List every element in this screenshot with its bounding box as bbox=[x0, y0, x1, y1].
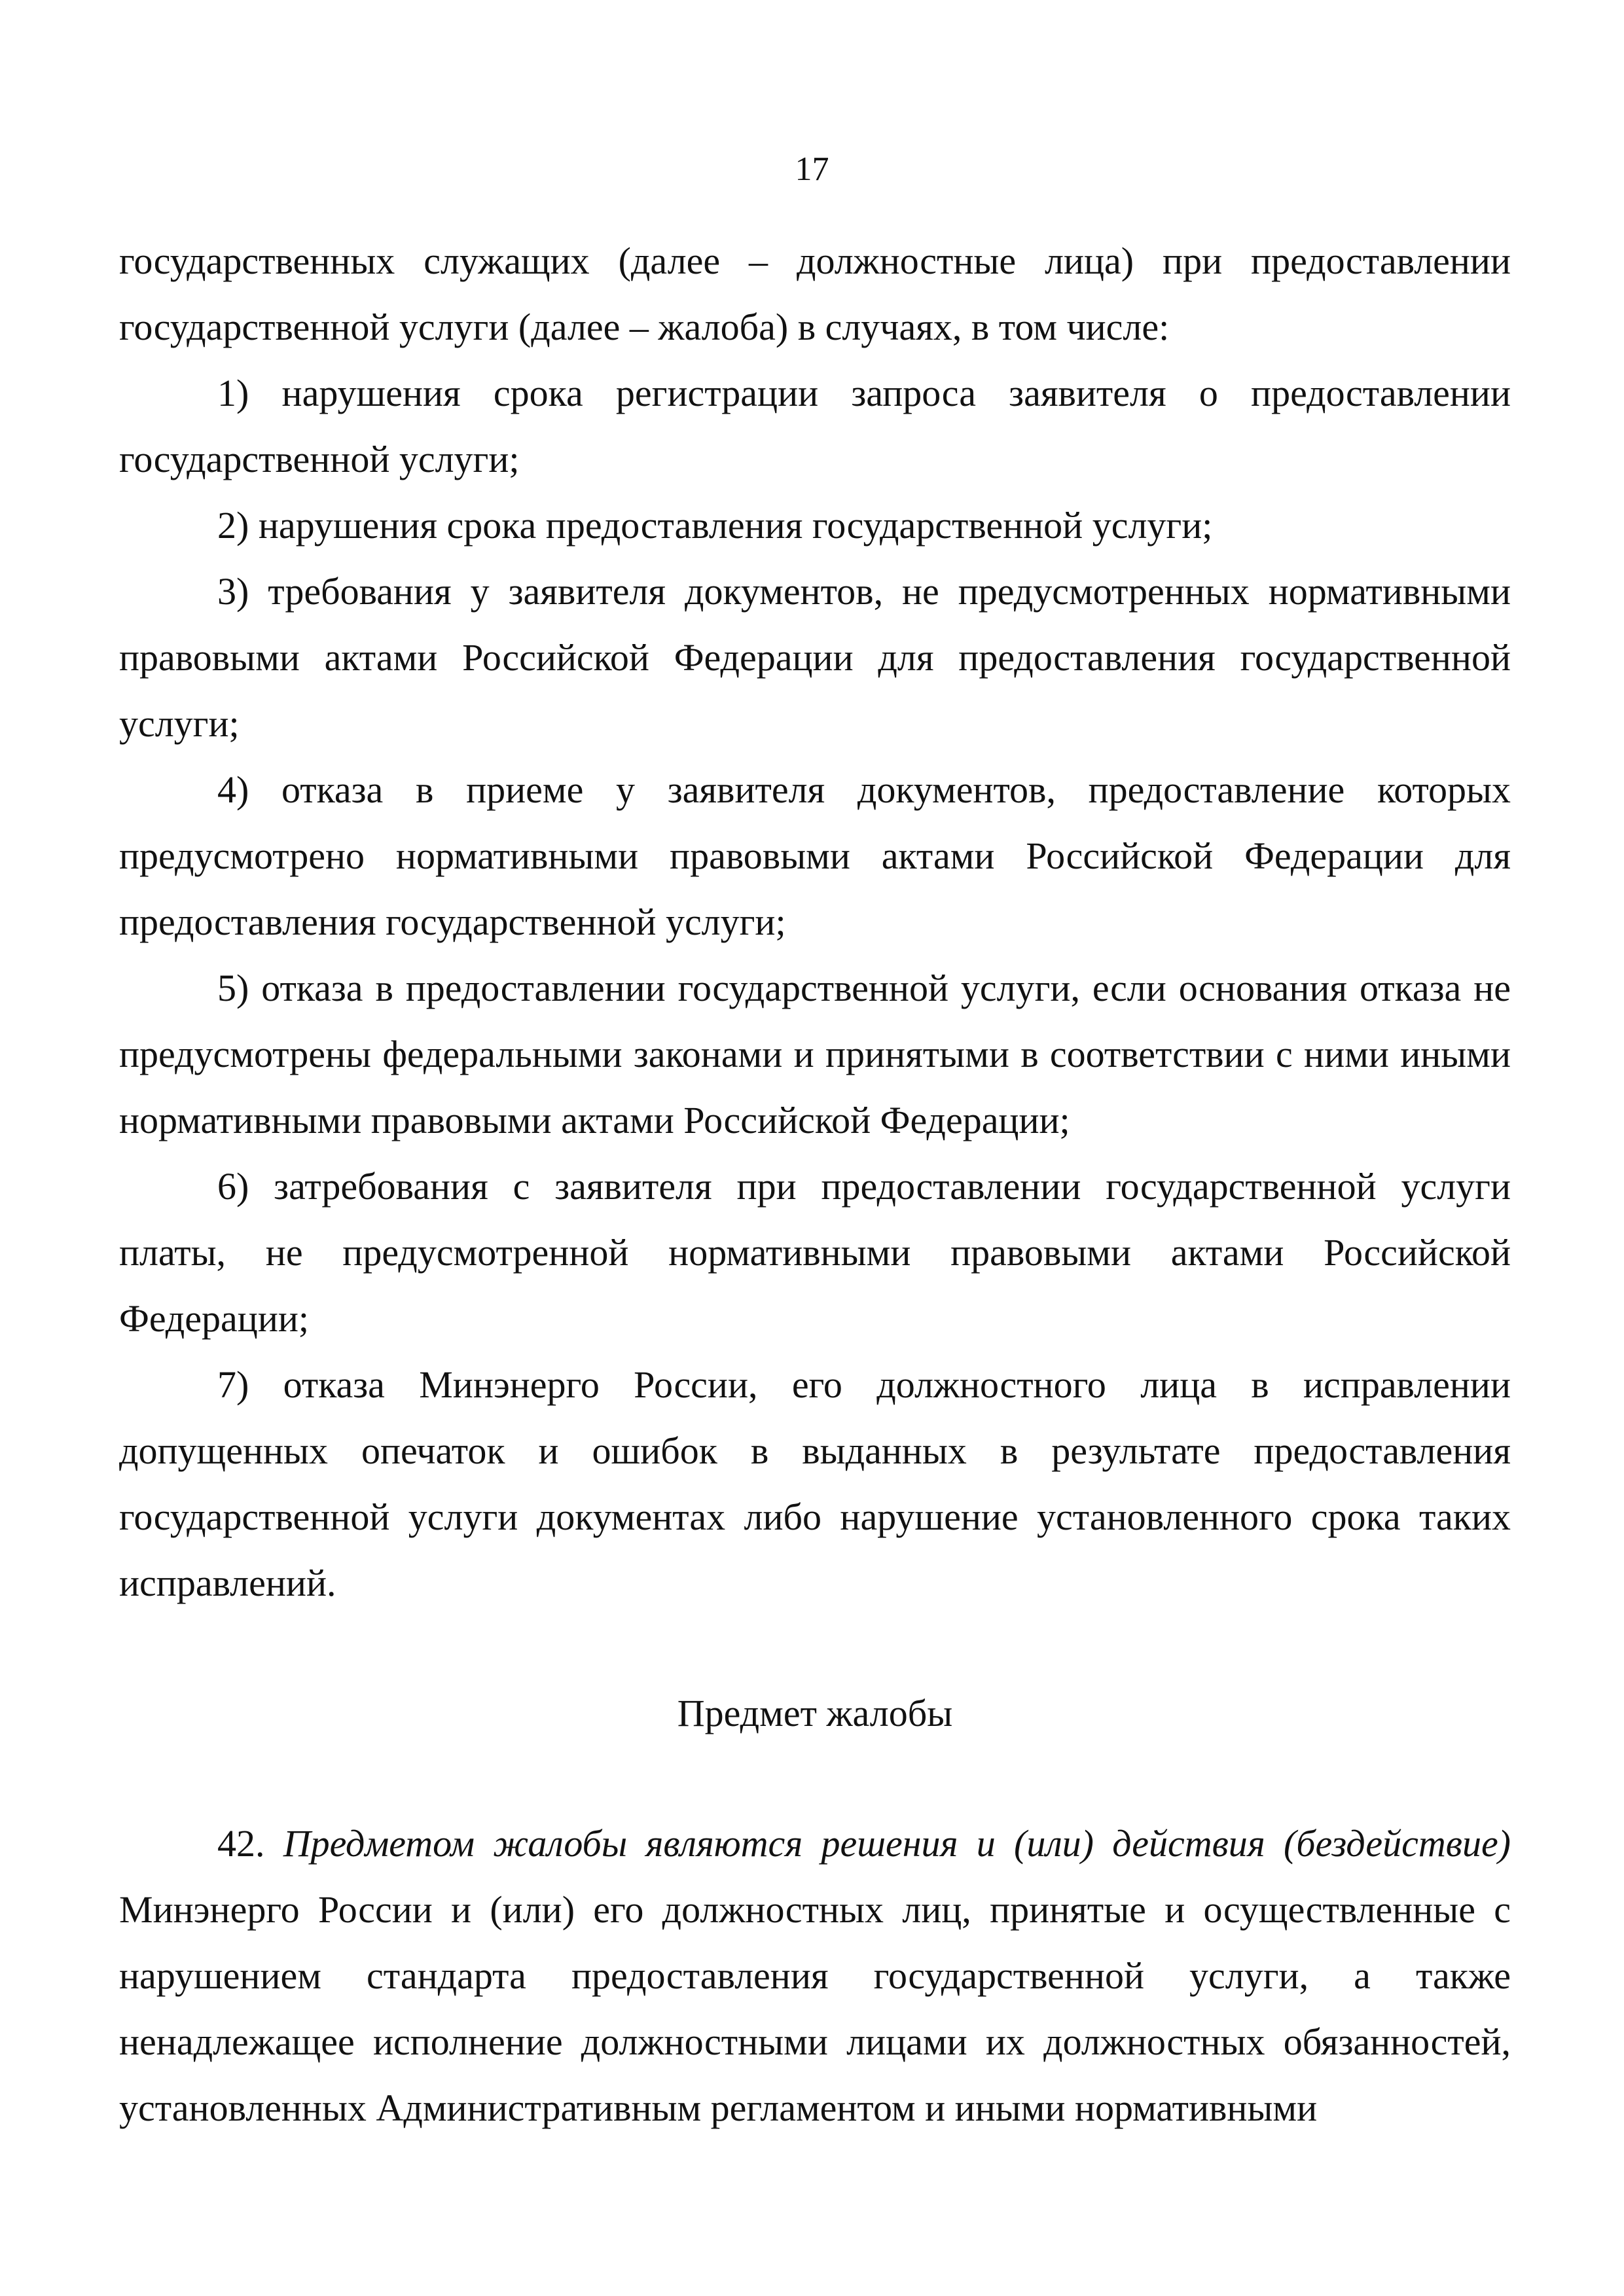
spacer bbox=[119, 1746, 1511, 1810]
section-heading: Предмет жалобы bbox=[677, 1692, 953, 1734]
list-item-2: 2) нарушения срока предоставления государственной услуги; bbox=[217, 504, 1213, 547]
paragraph-42-italic-lead: Предметом жалобы являются решения и (или) действия (бездействие) bbox=[283, 1822, 1511, 1865]
list-item-3: 3) требования у заявителя документов, не предусмотренных нормативными правовыми актами Российской Федерации для предоставления государственной услуги; bbox=[119, 570, 1511, 745]
page-number: 17 bbox=[795, 151, 829, 188]
list-item-4: 4) отказа в приеме у заявителя документов, предоставление которых предусмотрено нормативными правовыми актами Российской Федерации для предоставления государственной услуги; bbox=[119, 768, 1511, 943]
list-item-7: 7) отказа Минэнерго России, его должностного лица в исправлении допущенных опечаток и ошибок в выданных в результате предоставления государственной услуги документах либо нарушение установленного срока таких исправлений. bbox=[119, 1363, 1511, 1604]
paragraph-42 bbox=[119, 1810, 1511, 2141]
paragraph-42-number: 42. bbox=[217, 1822, 283, 1865]
list-item-1: 1) нарушения срока регистрации запроса заявителя о предоставлении государственной услуги; bbox=[119, 372, 1511, 480]
list-item-5: 5) отказа в предоставлении государственной услуги, если основания отказа не предусмотрены федеральными законами и принятыми в соответствии с ними иными нормативными правовыми актами Российской Федерации; bbox=[119, 967, 1511, 1141]
list-item-6: 6) затребования с заявителя при предоставлении государственной услуги платы, не предусмотренной нормативными правовыми актами Российской Федерации; bbox=[119, 1165, 1511, 1340]
paragraph-intro: государственных служащих (далее – должностные лица) при предоставлении государственной услуги (далее – жалоба) в случаях, в том числе: bbox=[119, 240, 1511, 348]
paragraph-42-rest: Минэнерго России и (или) его должностных лиц, принятые и осуществленные с нарушением стандарта предоставления государственной услуги, а также ненадлежащее исполнение должностными лицами их должностных обязанностей, установленных Административным регламентом и иными нормативными bbox=[119, 1888, 1511, 2129]
spacer bbox=[119, 1616, 1511, 1680]
document-body bbox=[119, 228, 1511, 2141]
